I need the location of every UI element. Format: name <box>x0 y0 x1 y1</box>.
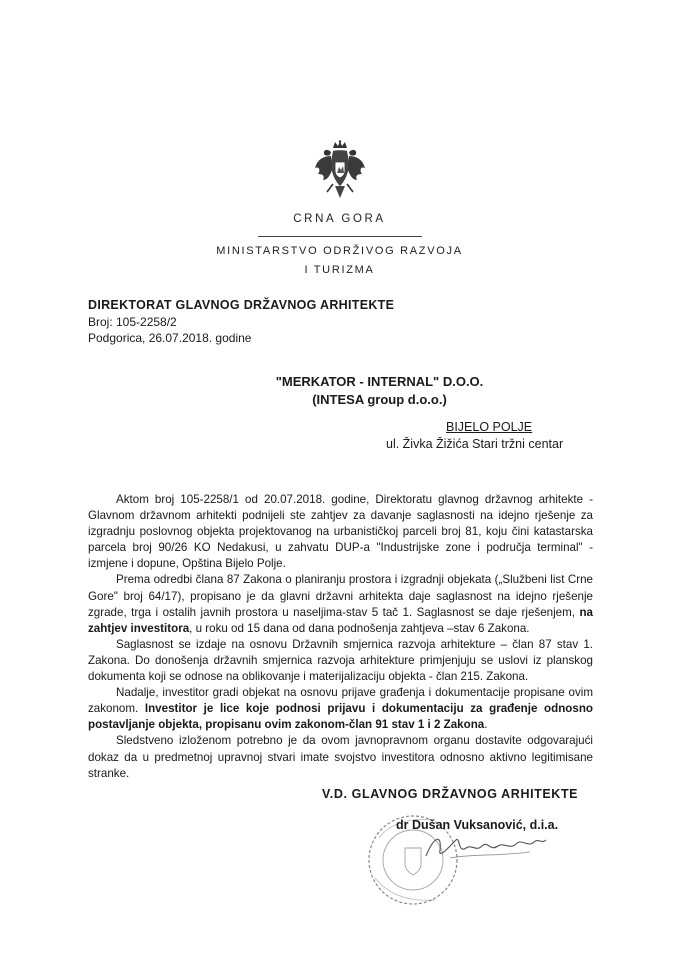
letter-body <box>88 492 593 782</box>
country-name: CRNA GORA <box>293 213 386 225</box>
paragraph-bold-text: na zahtjev investitora <box>88 605 593 635</box>
paragraph: Aktom broj 105-2258/1 od 20.07.2018. godine, Direktoratu glavnog državnog arhitekte - Glavnom državnom arhitekti podnijeli ste zahtjev za davanje saglasnosti na idejno rješenje za izgradnju poslovnog objekta projektovanog na urbanističkoj parceli broj 81, koju čini katastarska parcela broj 90/26 KO Nedakusi, u zahvatu DUP-a "Industrijske zone i područja terminal" - izmjene i dopune, Opština Bijelo Polje. <box>88 493 593 571</box>
signatory-title: V.D. GLAVNOG DRŽAVNOG ARHITEKTE <box>322 787 579 801</box>
signatory-name: dr Dušan Vuksanović, d.i.a. <box>396 818 559 832</box>
paragraph-text: Prema odredbi člana 87 Zakona o planiranju prostora i izgradnji objekata („Službeni list Crne Gore" broj 64/17), propisano je da glavni državni arhitekta daje saglasnost na idejno rješenje zgrade, trga i ostalih javnih prostora u naseljima-stav 5 tač 1. Saglasnost se daje rješenjem, <box>88 573 593 619</box>
paragraph-text: . <box>484 718 488 732</box>
recipient-city: BIJELO POLJE <box>446 420 533 434</box>
montenegro-coat-of-arms-icon <box>313 140 367 202</box>
paragraph <box>88 572 593 636</box>
paragraph-bold-text: Investitor je lice koje podnosi prijavu i dokumentaciju za građenje odnosno postavljanje objekta, propisanu ovim zakonom-član 91 stav 1 i 2 Zakona <box>88 702 593 732</box>
recipient-street: ul. Živka Žižića Stari tržni centar <box>386 437 564 451</box>
paragraph: Sledstveno izloženom potrebno je da ovom javnopravnom organu dostavite odgovarajući dokaz da u predmetnoj upravnoj stvari imate svojstvo investitora odnosno aktivno legitimisane stranke. <box>88 734 593 780</box>
paragraph <box>88 685 593 733</box>
paragraph-text: , u roku od 15 dana od dana podnošenja zahtjeva –stav 6 Zakona. <box>189 621 530 635</box>
recipient-company: "MERKATOR - INTERNAL" D.O.O. <box>275 374 484 389</box>
handwritten-signature-icon <box>420 826 550 866</box>
directorate-title: DIREKTORAT GLAVNOG DRŽAVNOG ARHITEKTE <box>88 298 395 312</box>
ministry-name-line1: MINISTARSTVO ODRŽIVOG RAZVOJA <box>216 245 463 257</box>
document-place-date: Podgorica, 26.07.2018. godine <box>88 331 252 345</box>
recipient-company-group: (INTESA group d.o.o.) <box>312 392 447 407</box>
paragraph-text: Nadalje, investitor gradi objekat na osnovu prijave građenja i dokumentacije propisane ovim zakonom. <box>88 686 593 716</box>
ministry-name-line2: I TURIZMA <box>304 264 375 276</box>
header-divider <box>258 236 422 237</box>
paragraph: Saglasnost se izdaje na osnovu Državnih smjernica razvoja arhitekture – član 87 stav 1. Zakona. Do donošenja državnih smjernica razvoja arhitekture primjenjuju se uslovi iz planskog dokumenta koji se odnose na oblikovanje i materijalizaciju objekta - član 215. Zakona. <box>88 637 593 684</box>
document-number: Broj: 105-2258/2 <box>88 315 177 329</box>
